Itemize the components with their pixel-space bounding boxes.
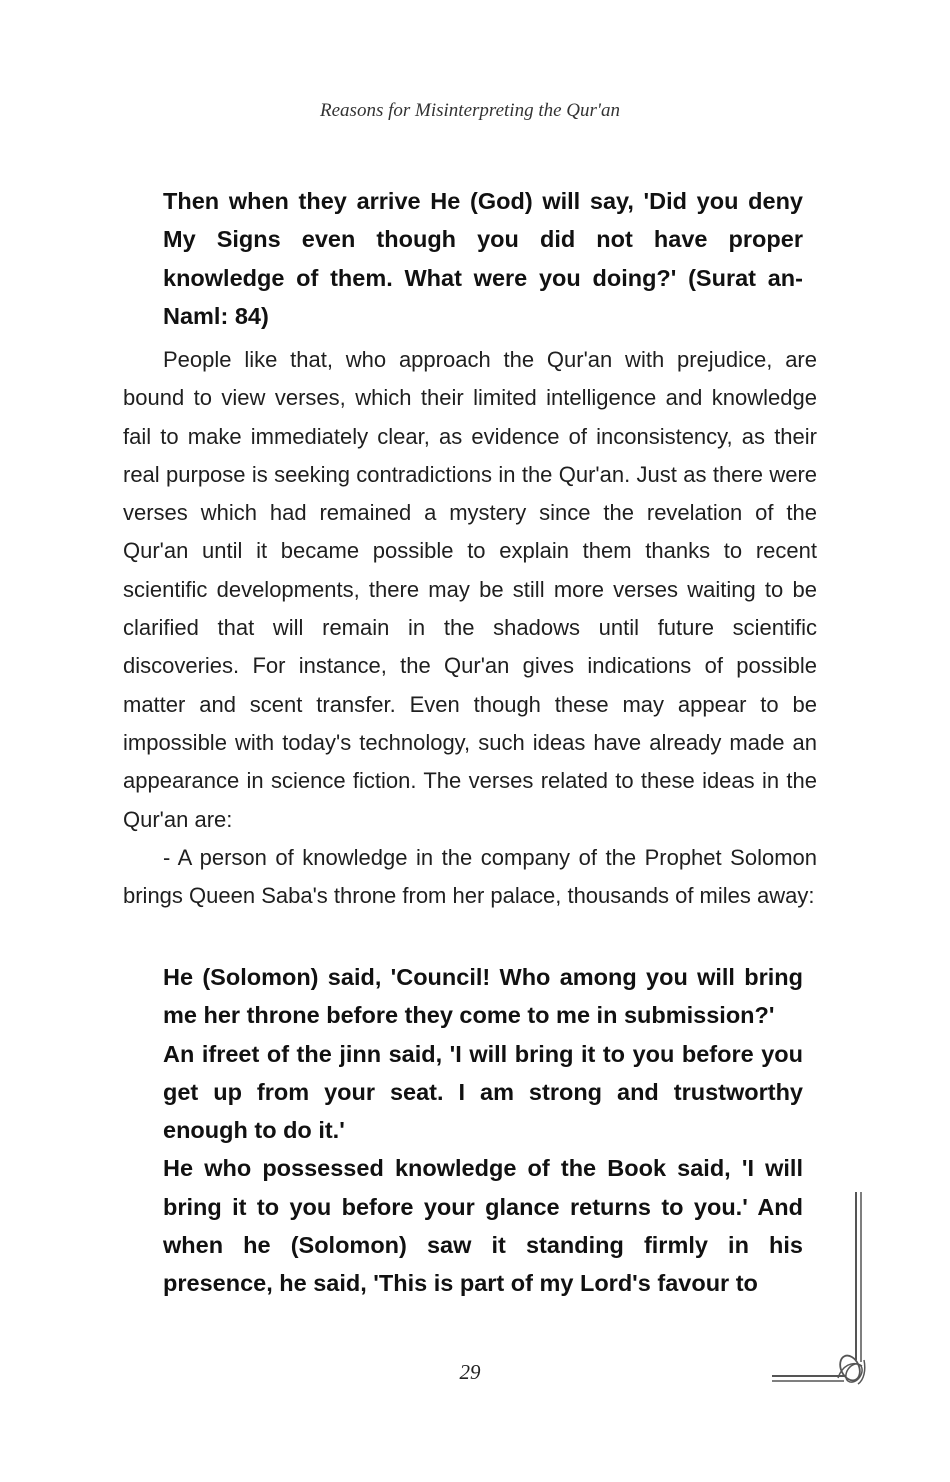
- quote-line-ifreet: An ifreet of the jinn said, 'I will bring it to you before you get up from your seat. I am strong and trustworthy enough to do it.': [163, 1040, 803, 1144]
- quote-line-knowledge-book: He who possessed knowledge of the Book said, 'I will bring it to you before your glance returns to you.' And when he (Solomon) saw it standing firmly in his presence, he said, 'This is part of my Lord's favour to: [163, 1155, 803, 1297]
- paragraph-prejudice: People like that, who approach the Qur'an with prejudice, are bound to view verses, which their limited intelligence and knowledge fail to make immediately clear, as evidence of inconsistency, as their real purpose is seeking contradictions in the Qur'an. Just as there were verses which had remained a mystery since the revelation of the Qur'an until it became possible to explain them thanks to recent scientific developments, there may be still more verses waiting to be clarified that will remain in the shadows until future scientific discoveries. For instance, the Qur'an gives indications of possible matter and scent transfer. Even though these may appear to be impossible with today's technology, such ideas have already made an appearance in science fiction. The verses related to these ideas in the Qur'an are:: [123, 347, 817, 832]
- corner-ornament-icon: [770, 1190, 870, 1390]
- paragraph-solomon-throne: - A person of knowledge in the company of the Prophet Solomon brings Queen Saba's throne from her palace, thousands of miles away:: [123, 844, 817, 909]
- quote-text: Then when they arrive He (God) will say, 'Did you deny My Signs even though you did not have proper knowledge of them. What were you doing?' (Surat an-Naml: 84): [163, 188, 803, 329]
- page-number: 29: [459, 1360, 481, 1384]
- quote-surat-an-naml: [163, 182, 803, 335]
- quote-solomon: [163, 958, 803, 1303]
- quote-line-solomon-council: He (Solomon) said, 'Council! Who among you will bring me her throne before they come to me in submission?': [163, 964, 803, 1029]
- body-text: [123, 341, 817, 915]
- running-header: Reasons for Misinterpreting the Qur'an: [320, 100, 620, 121]
